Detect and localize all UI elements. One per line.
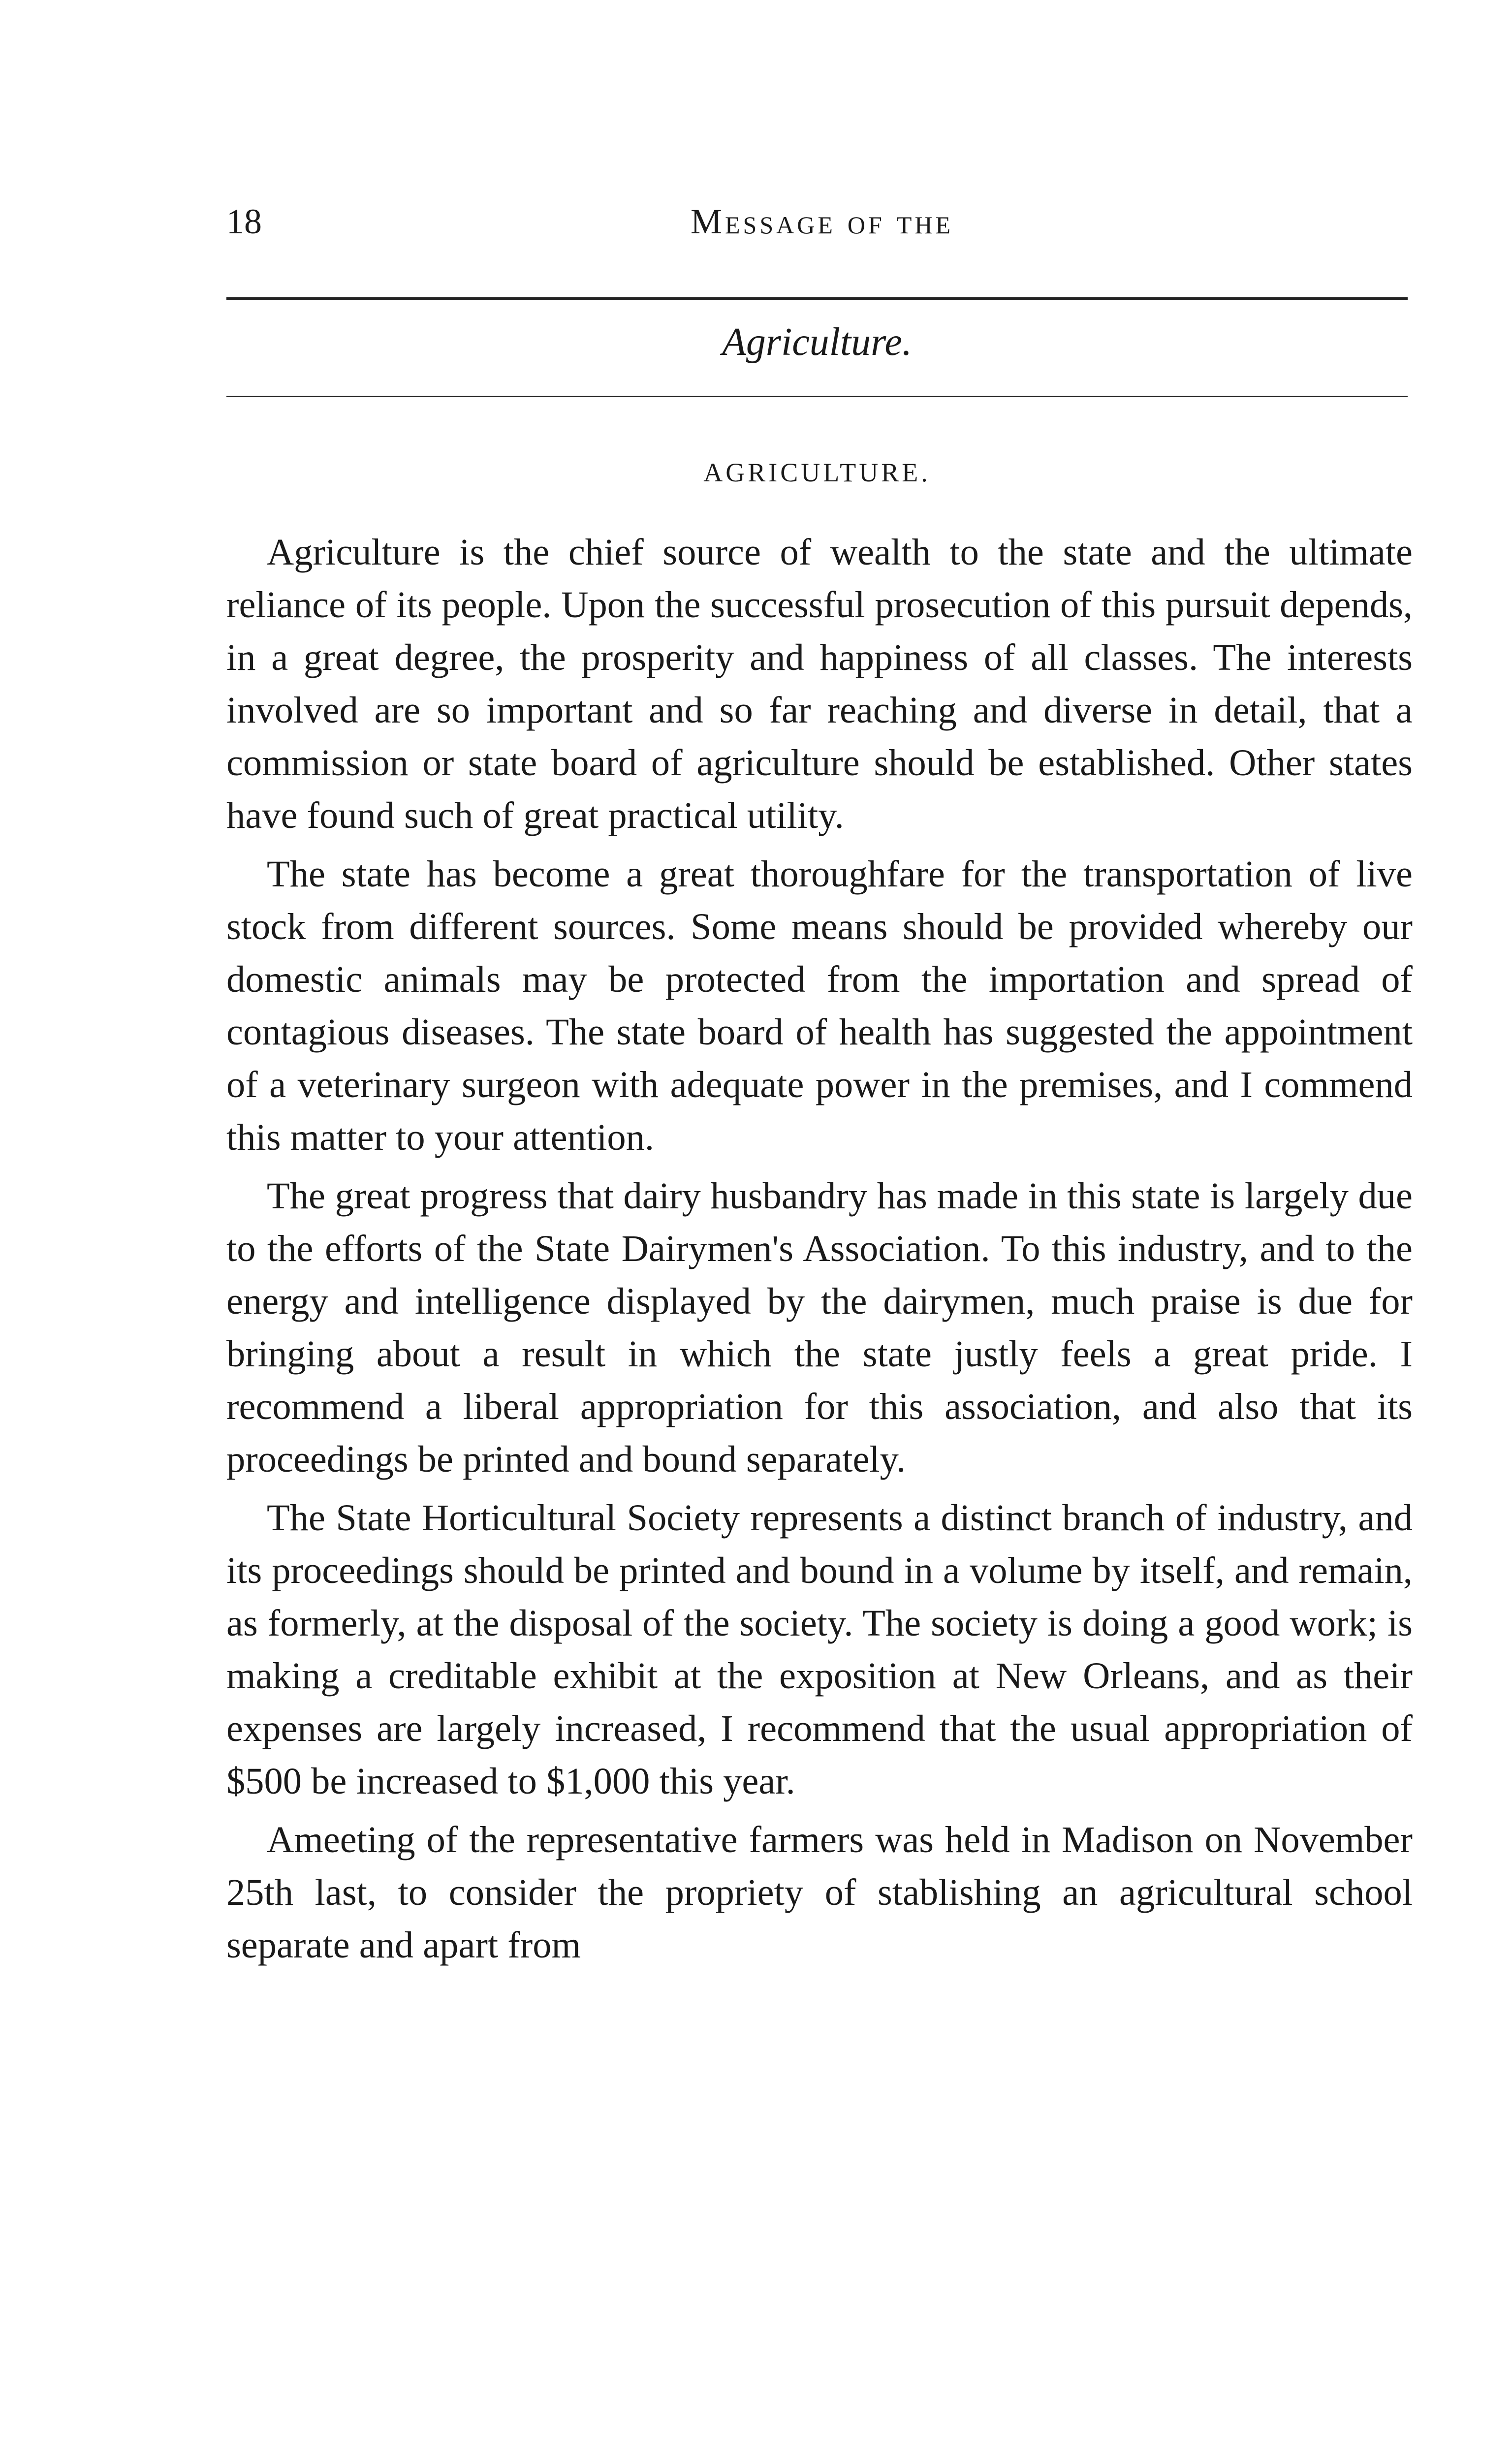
paragraph: Agriculture is the chief source of wealth to the state and the ultimate reliance of its people. Upon the successful prosecution of this pursuit depends, in a great degree, the prosperity and happiness of all classes. The interests involved are so important and so far reaching and diverse in detail, that a commission or state board of agriculture should be established. Other states have found such of great practical utility.: [226, 531, 1413, 836]
paragraph: Ameeting of the representative farmers was held in Madison on November 25th last, to consider the propriety of stablishing an agricultural school separate and apart from: [226, 1819, 1413, 1966]
section-label: Agriculture.: [722, 320, 912, 364]
paragraph: The state has become a great thoroughfare for the transportation of live stock from different sources. Some means should be provided whereby our domestic animals may be protected from the importation and spread of contagious diseases. The state board of health has suggested the appointment of a veterinary surgeon with adequate power in the premises, and I commend this matter to your attention.: [226, 853, 1413, 1158]
page-number: 18: [226, 202, 262, 241]
header-rule-top: [226, 297, 1408, 300]
page-header: [226, 197, 1418, 256]
body-text: [226, 526, 1413, 1977]
header-rule-bottom: [226, 396, 1408, 397]
paragraph: The State Horticultural Society represents a distinct branch of industry, and its proceedings should be printed and bound in a volume by itself, and remain, as formerly, at the disposal of the society. The society is doing a good work; is making a creditable exhibit at the exposition at New Orleans, and as their expenses are largely increased, I recommend that the usual appropriation of $500 be increased to $1,000 this year.: [226, 1497, 1413, 1802]
section-heading: AGRICULTURE.: [703, 458, 931, 487]
paragraph: The great progress that dairy husbandry has made in this state is largely due to the efforts of the State Dairymen's Association. To this industry, and to the energy and intelligence displayed by the dairymen, much praise is due for bringing about a result in which the state justly feels a great pride. I recommend a liberal appropriation for this association, and also that its proceedings be printed and bound separately.: [226, 1175, 1413, 1480]
running-head: Message of the: [690, 202, 954, 241]
